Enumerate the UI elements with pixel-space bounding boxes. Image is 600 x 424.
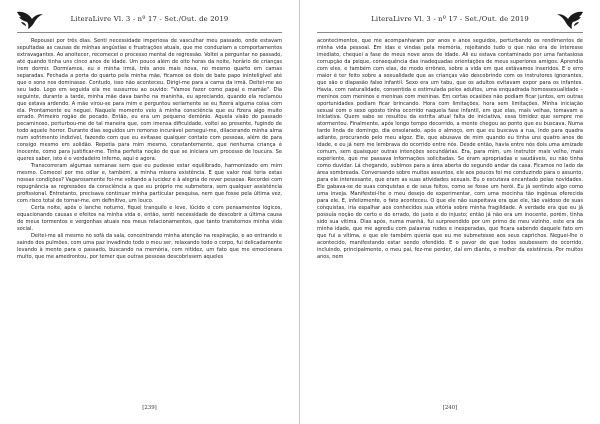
wings-logo-icon [15,8,45,30]
page-number: [239] [142,405,157,411]
wings-logo-icon [555,8,585,30]
right-page [300,0,600,424]
paragraph: Transcorreram algumas semanas sem que eu pudesse estar equilibrado, harmonizado em mim mesmo. Comecei por me odiar e, também, a minha mísera existência. E que valor real teria estas nossas condições? Vagarosamente foi-me voltando a lucidez e à alegria de rever pessoas. Recordei com repugnância as regressões da consciência a que eu próprio me submetera, sem qualquer assistência profissional. Entretanto, precisava continuar minha particular pesquisa, nem que fosse pela última vez, com risco total de tornar-me, em definitivo, um louco. [17,163,282,204]
paragraph: Repousei por três dias. Senti necessidade imperiosa de vasculhar meu passado, onde estavam sepultadas as causas de minhas angústias e frustrações atuais, que me conduziam a comportamentos extravagantes. Ao anoitecer, recomecei o processo mental de regressão. Voltei a perguntar no passado, até quando tinha uns cinco anos de idade. Um pouco além de oito horas da noite, horário de crianças irem dormir. Dormíamos, eu e minha irmã, três anos mais nova, no mesmo quarto em camas separadas. Fechada a porta do quarto pela minha mãe, ficamos os dois de bate papo ininteligível até que o sono nos dominasse. Contudo, isso não aconteceu. Dirigi-me para a cama da irmã. Deitei-me ao seu lado. Logo em seguida ela me sussurrou ao ouvido: "Vamos fazer como papai e mamãe". Dia seguinte, durante a tarde, minha mãe dava banho na maninha, eu apreciando, quando ela reclamou que estava ardendo. A mãe virou-se para mim e perguntou seriamente se eu fizera alguma coisa com ela. Prontamente eu neguei. Naquele momento veio à minha consciência que eu fizera algo muito errado. Primeiro rogão de pecado. Então, eu era um pequeno demônio. Aquela visão do passado pecaminoso, perturbou-me de tal maneira que, com imensa dificuldade, voltei ao presente, fugindo de todo aquele horror. Durante dias seguidos um remorso incurável persegui-me, dilacerando minha alma num sofrimento indizível, fazendo com que eu evitasse qualquer contato com pessoas, além de para consigo mesmo em solidão. Repetia para mim mesmo, constantemente, que nenhuma criança é inocente, como para justificar-me. Tinha perfeita noção de que se iniciara um processo de loucura. Se queres saber, isto é o verdadeiro inferno, aqui e agora. [17,38,282,163]
running-head: LiteraLivre Vl. 3 - nº 17 - Set./Out. de 2019 [70,15,229,23]
paragraph: Deitei-me ali mesmo no sofá da sala, concentrando minha atenção na respiração, e ao entrando e saindo dos pulmões, com uma paz invadindo todo o meu ser, relaxando todo o corpo, fui delicadamente levando à mente para o passado, buscando na memória, com nitidez, um fato que me emocionara muito, que me amedrontou, por temer que outras pessoas descobrissem aqueles [17,232,282,260]
left-page-text [17,38,282,261]
right-page-header [317,6,583,33]
running-head: LiteraLivre Vl. 3 - nº 17 - Set./Out. de 2019 [371,15,529,23]
left-page-header [17,6,282,33]
paragraph: acontecimentos, que me acompanharam por anos e anos seguidos, perturbando os rendimentos de minha vida pessoal. Em idas e vindas pela memória, rejeitando tudo o que não era de interesse imediato, chequei a fase de meus nove anos de idade. Ali eu estava contaminado por uma fantasiosa corrupção da psique, consequência das inadequadas orientações de meus superiores amigos. Aprendia com eles, e também com elas, de modo errôneo, sobre a vida em que estávamos inseridos. E o erro maior é ter feito sobre a sexualidade que as crianças vão descobrindo com os instrutores ignorantes, que são o diapasão falso infantil. Sexo era um tabu, que os adultos evitavam expor para os infantes. Havia, com naturalidade, consentida e estimulada pelos adultos, uma enquadrada homossexualidade – meninos com meninos e meninas com meninas. Em certas ocasiões não podiam ficar juntos, em outras oportunidades podiam ficar brincando. Hora com limitações, hora sem limitações. Minha iniciação sexual com o sexo oposto tinha ocorrido naquela fase infantil, em que elas, mais velhas, tomavam a iniciativa. Quem sabe se resultou da estrita atual falta de iniciativa, essa timidez que sempre me atormentou. Finalmente, após longo tempo decorrido, a mente chegou ao ponto que eu buscava. Numa tarde linda de domingo, dia ensolarado, após o almoço, em que eu buscava a rua, indo para quadra adiante, procurando pelo meu algoz. Ele, que abusava de mim quando eu tinha uns quatro anos de idade, e eu já nem me lembrava do ocorrido entre nós. Desde então, havia entre nós dois uma amizade comum, sem quaisquer outras intenções secundárias. Era, para mim, um instrutor mais velho, mais experiente, que me passava informações solicitadas. Se eram apropriadas e saudáveis, eu não tinha como duvidar. Lá chegando, subimos para a área aberta do segundo andar da casa. Ficamos no lado da área sombreada. Conversando sobre muitos assuntos, ele aos poucos foi me conduzindo para o assunto, para ele interessante, que eram as suas atividades sexuais. Eu o escutava encantado pelas novidades. Ele gabava-se de suas conquistas e de seus feitos, como se fosse um herói. Eu já sentindo algo como uma inveja. Manifestei-lhe o meu desejo de experimentar, com uma mocinha tão ingênua oferecida para ele. E, infelizmente, o fato aconteceu. O que ele não suspeitava era que ele, tão vaidoso de suas conquistas, iria espalhar aos conhecidos sua vitória sobre minha fragilidade. A verdade era que eu já possuía noção do certo e do errado, do justo e do injusto; então já não era um inocente, porém, tinha sido sua vítima. Dias após, numa manhã, fui surpreendido por um primo de meu vizinho, este era da minha idade, que me agrediu com palavras rudes e inesperadas, que ficara sabendo daquele fato em que fui a vítima, e que ele também queria que eu me submetesse aos seus caprichos. Neguei-lhe o acontecido, manifestando estar sendo ofendido. E o pavor de que todos soubessem do ocorrido, incluindo, principalmente, o meu pai, fez-me perder, daí em diante, o melhor da existência. Por muitos anos, nem [317,38,583,260]
paragraph: Certa noite, após o lanche noturno, fiquei tranquilo e leve, lúcido e com pensamentos lógicos, equacionando causas e efeitos na minha vida e, então, senti necessidade de descobrir a última causa de meus tormentos e vergonhas atuais nos meus relacionamentos, que tanto transtornos minha vida social. [17,204,282,232]
right-page-text [317,38,583,261]
page-number: [240] [442,405,458,411]
